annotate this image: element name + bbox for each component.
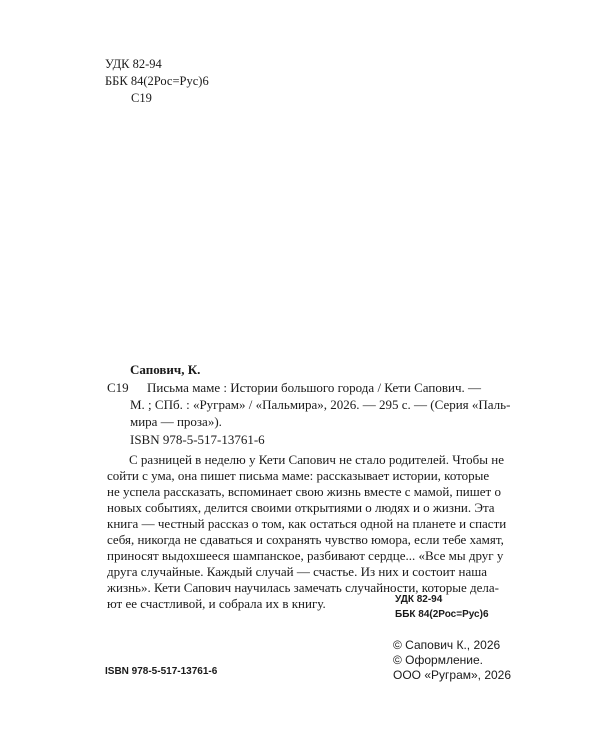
annotation — [107, 452, 527, 612]
bbk-code-bottom: ББК 84(2Рос=Рус)6 — [395, 609, 489, 620]
copyright-author: © Сапович К., 2026 — [393, 638, 501, 652]
bottom-classification-codes — [395, 592, 489, 622]
copyright-block — [393, 638, 511, 683]
annotation-line: ют ее счастливой, и собрала их в книгу. — [107, 596, 326, 611]
bbk-code: ББК 84(2Рос=Рус)6 — [105, 74, 209, 88]
annotation-line: новых событиях, делится своими открытиями о людях и о жизни. Эта — [107, 500, 495, 515]
record-isbn: ISBN 978-5-517-13761-6 — [130, 432, 265, 447]
annotation-line: приносят выдохшееся шампанское, разбивают сердце... «Все мы друг у — [107, 548, 504, 563]
author-heading: Сапович, К. — [130, 362, 201, 377]
udk-code: УДК 82-94 — [105, 57, 162, 71]
record-code: С19 — [107, 380, 129, 395]
description-line: Письма маме : Истории большого города / Кети Сапович. — — [147, 380, 482, 395]
udk-code-bottom: УДК 82-94 — [395, 594, 443, 605]
annotation-line: себя, никогда не сдаваться и сохранять чувство юмора, если тебе хамят, — [107, 532, 504, 547]
copyright-publisher: ООО «Руграм», 2026 — [393, 668, 512, 682]
annotation-line: сойти с ума, она пишет письма маме: рассказывает истории, которые — [107, 468, 490, 483]
bibliographic-description — [107, 379, 527, 430]
author-sign: С19 — [131, 91, 152, 105]
description-line: мира — проза»). — [130, 414, 222, 429]
annotation-line: С разницей в неделю у Кети Сапович не стало родителей. Чтобы не — [129, 452, 505, 467]
annotation-line: жизнь». Кети Сапович научилась замечать случайности, которые дела- — [107, 580, 500, 595]
bottom-isbn: ISBN 978-5-517-13761-6 — [105, 666, 218, 677]
copyright-design: © Оформление. — [393, 653, 483, 667]
annotation-line: книга — честный рассказ о том, как остаться одной на планете и спасти — [107, 516, 507, 531]
description-line: М. ; СПб. : «Руграм» / «Пальмира», 2026. — 295 с. — (Серия «Паль- — [130, 397, 511, 412]
annotation-line: не успела рассказать, вспоминает свою жизнь вместе с мамой, пишет о — [107, 484, 501, 499]
top-classification-codes — [105, 56, 209, 107]
annotation-line: друга случайные. Каждый случай — счастье. Из них и состоит наша — [107, 564, 487, 579]
